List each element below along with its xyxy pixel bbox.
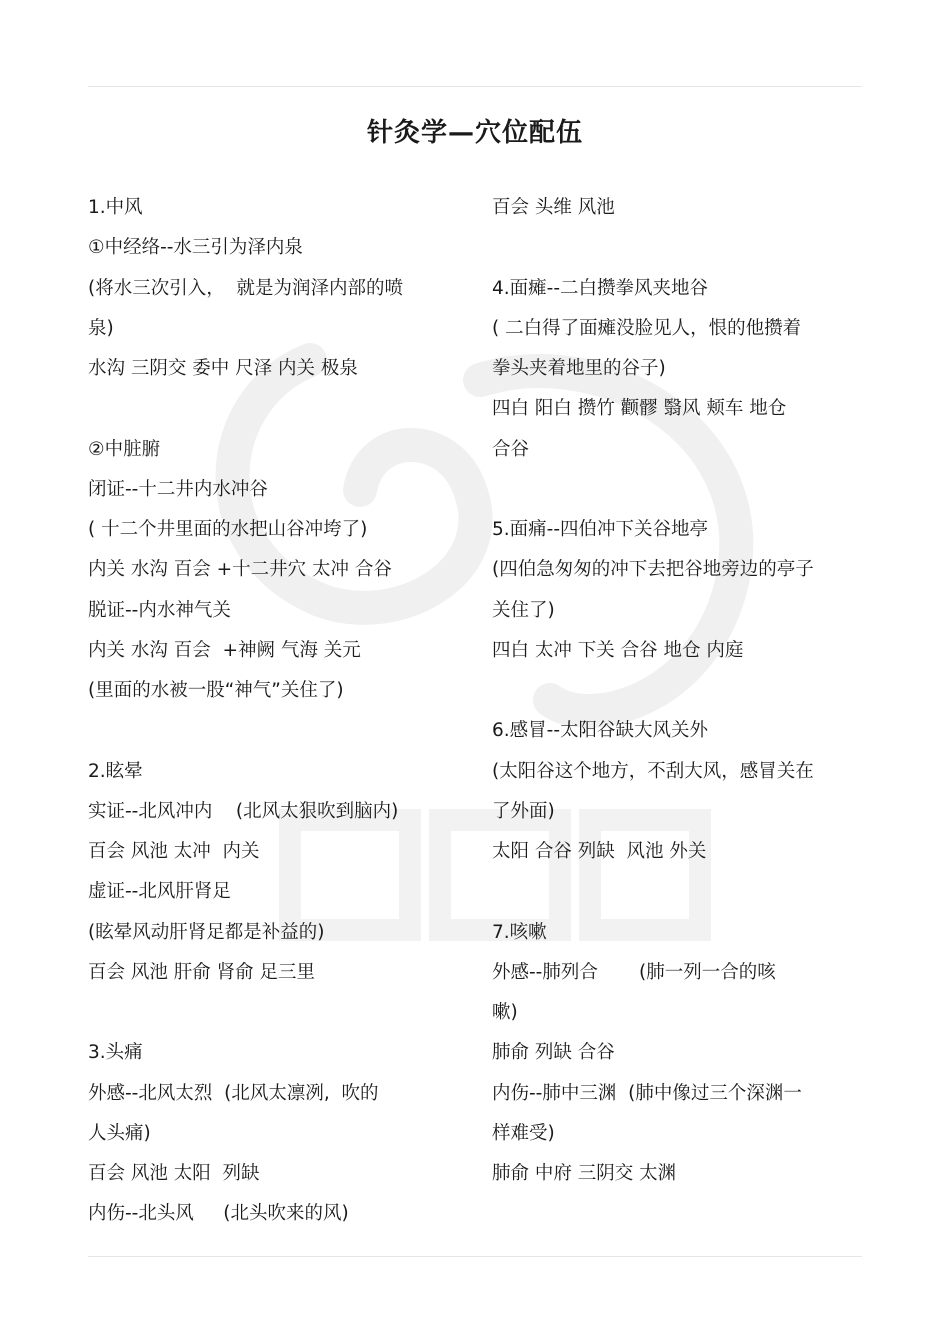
text-line: 肺俞 中府 三阴交 太渊: [492, 1163, 677, 1184]
spacer: [492, 470, 864, 510]
text-line: 实证--北风冲内 (北风太狠吹到脑内): [88, 800, 399, 822]
text-line: 脱证--内水神气关: [88, 599, 231, 621]
text-line: 了外面): [492, 800, 555, 822]
text-line: 3.头痛: [88, 1042, 143, 1064]
left-column: [88, 188, 473, 1235]
bottom-divider: [88, 1256, 862, 1257]
top-divider: [88, 86, 862, 87]
text-line: (四伯急匆匆的冲下去把谷地旁边的亭子: [492, 559, 814, 581]
text-line: (眩晕风动肝肾足都是补益的): [88, 921, 325, 943]
right-column: [492, 188, 864, 1194]
text-line: 百会 风池 太冲 内关: [88, 841, 260, 862]
text-line: ①中经络--水三引为泽内泉: [88, 237, 303, 259]
text-line: 百会 风池 太阳 列缺: [88, 1163, 260, 1184]
text-line: 水沟 三阴交 委中 尺泽 内关 极泉: [88, 358, 358, 379]
text-line: 四白 阳白 攒竹 颧髎 翳风 颊车 地仓: [492, 398, 787, 420]
text-line: 四白 太冲 下关 合谷 地仓 内庭: [492, 639, 744, 661]
text-line: 6.感冒--太阳谷缺大风关外: [492, 720, 709, 742]
text-line: 内伤--北头风 (北头吹来的风): [88, 1203, 349, 1225]
text-line: 人头痛): [88, 1122, 151, 1144]
text-line: (将水三次引入， 就是为润泽内部的喷: [88, 277, 403, 299]
text-line: 样难受): [492, 1122, 555, 1144]
text-line: 外感--肺列合 (肺一列一合的咳: [492, 961, 776, 983]
text-line: 泉): [88, 317, 114, 339]
spacer: [492, 228, 864, 268]
text-line: (太阳谷这个地方，不刮大风，感冒关在: [492, 760, 814, 782]
text-line: 闭证--十二井内水冲谷: [88, 478, 268, 500]
text-line: (里面的水被一股“神气”关住了): [88, 680, 344, 701]
text-line: 7.咳嗽: [492, 921, 547, 943]
text-line: 内伤--肺中三渊 (肺中像过三个深渊一: [492, 1082, 802, 1104]
text-line: 外感--北风太烈 (北风太凛冽, 吹的: [88, 1082, 379, 1104]
page-title: 针灸学—穴位配伍: [366, 118, 583, 148]
text-line: 嗽): [492, 1002, 518, 1023]
text-line: ( 二白得了面瘫没脸见人，恨的他攒着: [492, 317, 802, 339]
text-line: 内关 水沟 百会 +十二井穴 太冲 合谷: [88, 559, 392, 581]
spacer: [88, 389, 473, 429]
text-line: 百会 头维 风池: [492, 197, 615, 218]
text-line: ( 十二个井里面的水把山谷冲垮了): [88, 519, 368, 540]
text-line: 肺俞 列缺 合谷: [492, 1042, 615, 1064]
text-line: 合谷: [492, 438, 530, 460]
spacer: [492, 671, 864, 711]
text-line: 百会 风池 肝俞 肾俞 足三里: [88, 961, 316, 983]
text-line: 内关 水沟 百会 +神阙 气海 关元: [88, 639, 361, 661]
text-line: 关住了): [492, 599, 555, 621]
text-line: 4.面瘫--二白攒拳风夹地谷: [492, 277, 709, 299]
spacer: [88, 711, 473, 751]
text-line: 太阳 合谷 列缺 风池 外关: [492, 841, 707, 862]
spacer: [88, 993, 473, 1033]
text-line: ②中脏腑: [88, 438, 161, 460]
text-line: 5.面痛--四伯冲下关谷地亭: [492, 519, 709, 540]
text-line: 2.眩晕: [88, 760, 143, 782]
spacer: [492, 872, 864, 912]
text-line: 拳头夹着地里的谷子): [492, 358, 666, 379]
text-line: 虚证--北风肝肾足: [88, 881, 231, 903]
text-line: 1.中风: [88, 197, 143, 218]
